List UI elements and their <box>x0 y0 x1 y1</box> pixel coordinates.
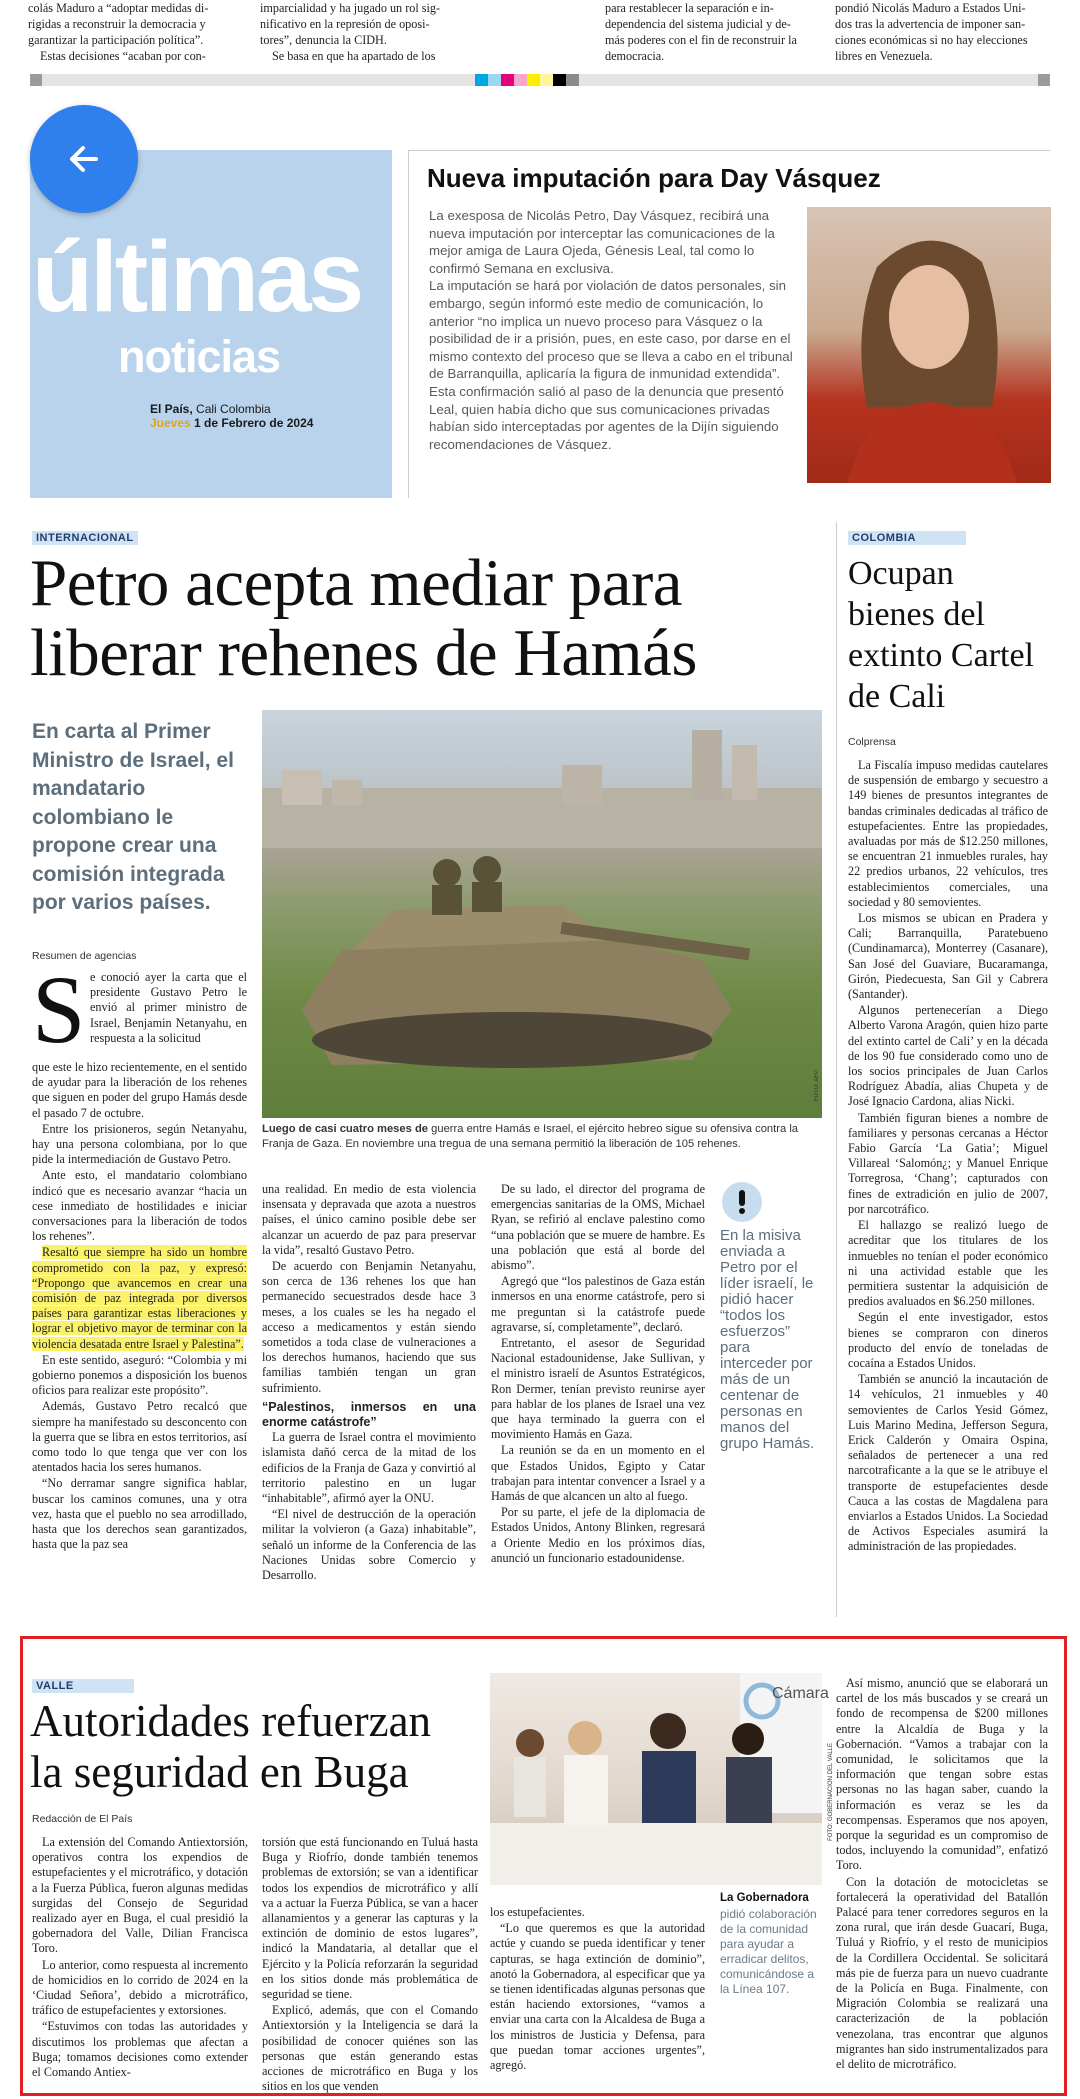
valle-body-col3: los estupefacientes. “Lo que queremos es que la autoridad actúe y cuando se pueda identificar y tener capturas, se haga extinción de dominio”, anotó la Gobernadora, al especificar que ya se tienen identificadas algunas personas que están haciendo extorsiones, “vamos a enviar una carta con la Alcaldesa de Buga a los ministros de Justicia y Defensa, para que puedan tomar acciones urgentes”, agregó. <box>490 1905 705 2073</box>
main-photo-credit: FOTO: AFP <box>814 1070 820 1102</box>
drop-cap-paragraph: S e conoció ayer la carta que el presidente Gustavo Petro le envió al primer ministro de Israel, Benjamin Netanyahu, en respuesta a la solicitud <box>32 956 247 1063</box>
registration-mark-right <box>1038 74 1050 86</box>
swatch-yellow <box>527 74 540 86</box>
brief-box <box>408 150 1050 498</box>
valle-photo-caption: La Gobernadora pidió colaboración de la comunidad para ayudar a erradicar delitos, comunicándose a la Línea 107. <box>720 1892 817 1996</box>
swatch-black <box>553 74 566 86</box>
side-note <box>720 1182 820 1452</box>
brand-noticias: noticias <box>118 331 281 382</box>
highlighted-quote: Resaltó que siempre ha sido un hombre comprometido con la paz, y expresó: “Propongo que avancemos en crear una comisión de paz integrada por diversos países para garantizar estas liberaciones y lograr el objetivo mayor de terminar con la violencia desatada entre Israel y Palestina”. <box>32 1245 247 1351</box>
valle-photo-banner: Cámara <box>772 1685 829 1702</box>
top-column-3: para restablecer la separación e in- dependencia del sistema judicial y de- más poderes con el fin de reconstruir la democracia. <box>605 1 797 63</box>
meeting-illustration <box>490 1673 822 1885</box>
tank-illustration <box>262 710 822 1118</box>
side-note-text: En la misiva enviada a Petro por el líder israelí, le pidió hacer “todos los esfuerzos” para interceder por más de un centenar de personas en manos del grupo Hamás. <box>720 1227 815 1452</box>
exclamation-icon <box>722 1182 762 1222</box>
color-swatches <box>475 74 579 86</box>
swatch-pink <box>514 74 527 86</box>
valle-body-col2: torsión que está funcionando en Tuluá hasta Buga y Riofrío, donde también tenemos problemas de extorsión; se van a identificar todos los expendios de microtráfico y allí va a actuar la Fuerza Pública, se van a hacer allanamientos y a generar las capturas y la extinción de dominio de estos lugares”, indicó la Mandataria, al detallar que el Ejército y la Policía reforzarán la seguridad en los sitios donde más problemática de seguridad se tiene. Explicó, además, que con el Comando Antiextorsión y la Inteligencia se dará la posibilidad de conocer quiénes son las personas que están generando estas acciones de microtráfico en Buga y los sitios en los que venden <box>262 1835 478 2094</box>
top-column-1: colás Maduro a “adoptar medidas di- rigidas a reconstruir la democracia y garantizar la participación política”. Estas decisiones “acaban por con- <box>28 1 209 63</box>
main-subhead: “Palestinos, inmersos en una enorme catástrofe” <box>262 1399 476 1430</box>
valle-body-col5: Así mismo, anunció que se elaborará un cartel de los más buscados y se creará un fondo de recompensa de $200 millones entre la Alcaldía de Buga y la Gobernación. “Vamos a trabajar con la comunidad, le solicitamos que la información que tengan sobre estas personas no las hagan saber, cuando la información es veraz se les da recompensas. Esperamos que nos apoyen, porque la seguridad es un compromiso de todos, incluyendo la comunidad”, enfatizó Toro. Con la dotación de motocicletas se fortalecerá la operatividad del Batallón Palacé para tener corredores seguros en la zona rural, que irán desde Guacarí, Buga, Tuluá y Riofrío, y el resto de municipios de la Cordillera Occidental. Se solicitará más pie de fuerza para un nuevo cuadrante de la Policía en Buga. Finalmente, con Migración Colombia se realizará una caracterización de la población venezolana, tras encontrar que algunos migrantes han sido instrumentalizados para el delito de microtráfico. <box>836 1676 1048 2072</box>
main-headline: Petro acepta mediar para liberar rehenes de Hamás <box>30 546 697 690</box>
swatch-paleyellow <box>540 74 553 86</box>
main-body-col3: De su lado, el director del programa de emergencias sanitarias de la OMS, Michael Ryan, se refirió al enclave palestino como “una población que se muere de hambre. Es una población que está al borde del abismo”. Agregó que “los palestinos de Gaza están inmersos en una enorme catástrofe, pero si me preguntan si la catástrofe puede agravarse, sí, completamente”, declaró. Entretanto, el asesor de Seguridad Nacional estadounidense, Jake Sullivan, y el ministro israelí de Asuntos Estratégicos, Ron Dermer, tenían previsto reunirse ayer para hablar de los planes de Israel una vez que haya terminado la guerra con el movimiento Hamás en Gaza. La reunión se da en un momento en el que Estados Unidos, Egipto y Catar trabajan para intentar convencer a Israel y a Hamás de que alcancen un alto al fuego. Por su parte, el jefe de la diplomacia de Estados Unidos, Antony Blinken, regresará a Oriente Medio en los próximos días, anunció un funcionario estadounidense. <box>491 1182 705 1565</box>
colombia-byline: Colprensa <box>848 736 896 748</box>
brand-ultimas: últimas <box>32 221 362 333</box>
main-body-col1: S e conoció ayer la carta que el presidente Gustavo Petro le envió al primer ministro de Israel, Benjamin Netanyahu, en respuesta a la solicitud que este le hizo recientemente, en el sentido de ayudar para la liberación de los rehenes que siguen en poder del grupo Hamás desde el pasado 7 de octubre. Entre los prisioneros, según Netanyahu, hay una persona colombiana, por lo que pide la intermediación de Gustavo Petro. Ante esto, el mandatario colombiano indicó que es necesario avanzar “hacia un cese inmediato de hostilidades e iniciar conversaciones para la liberación de todos los rehenes”. Resaltó que siempre ha sido un hombre comprometido con la paz, y expresó: “Propongo que avancemos en crear una comisión de paz integrada por diversos países para garantizar estas liberaciones y lograr el objetivo mayor de terminar con la violencia desatada entre Israel y Palestina”. En este sentido, aseguró: “Colombia y mi gobierno ponemos a disposición los buenos oficios para realizar este propósito”. Además, Gustavo Petro recalcó que siempre ha manifestado su desconcento con la guerra que se libra en estos territorios, así como todo lo que tenga que ver con los atentados hacia los seres humanos. “No derramar sangre significa hablar, buscar los caminos comunes, una y otra vez, hasta que el pueblo no sea arrodillado, hasta que los derechos sean garantizados, hasta que la paz sea <box>32 956 247 1552</box>
swatch-cyan <box>475 74 488 86</box>
valle-photo <box>490 1673 834 1885</box>
brief-body: La exesposa de Nicolás Petro, Day Vásquez, recibirá una nueva imputación por interceptar las comunicaciones de la mejor amiga de Laura Ojeda, Génesis Leal, tal como lo confirmó Semana en exclusiva. La imputación se hará por violación de datos personales, sin embargo, según informó este medio de comunicación, lo anterior “no implica un nuevo proceso para Vásquez o la posibilidad de ir a prisión, pues, en este caso, por darse en el mismo contexto del proceso que se lleva a cabo en el tribunal de Barranquilla, aplicaría la figura de inmunidad extendida”. Esta confirmación salió al paso de la denuncia que presentó Leal, quien había dicho que sus comunicaciones privadas habían sido interceptadas por agentes de la Dijín siguiendo recomendaciones de Vásquez. <box>429 208 793 452</box>
top-column-2: imparcialidad y ha jugado un rol sig- nificativo en la represión de oposi- tores”, denuncia la CIDH. Se basa en que ha apartado de los <box>260 1 441 63</box>
swatch-gray <box>566 74 579 86</box>
arrow-left-icon <box>30 105 138 213</box>
main-body-col2: una realidad. En medio de esta violencia insensata y depravada que azota a nuestros países, el único camino posible debe ser alcanzar un acuerdo de paz para preservar la vida”, resaltó Gustavo Petro. De acuerdo con Benjamin Netanyahu, son cerca de 136 rehenes los que han permanecido secuestrados desde hace 3 meses, a los cuales se les ha negado el acceso a medicamentos y están siendo sometidos a toda clase de vulneraciones a los derechos humanos, haciendo que sus familias también tengan un gran sufrimiento. “Palestinos, inmersos en una enorme catástrofe” La guerra de Israel contra el movimiento islamista dañó cerca de la mitad de los edificios de la Franja de Gaza y convirtió al territorio palestino en un lugar “inhabitable”, afirmó ayer la ONU. “El nivel de destrucción de la operación militar la volvieron (a Gaza) inhabitable”, señaló un informe de la Conferencia de las Naciones Unidas sobre Comercio y Desarrollo. <box>262 1182 476 1583</box>
swatch-lightcyan <box>488 74 501 86</box>
valle-photo-credit: FOTO: GOBERNACIÓN DEL VALLE <box>828 1743 834 1841</box>
valle-headline: Autoridades refuerzan la seguridad en Buga <box>30 1696 432 1797</box>
back-button[interactable] <box>30 105 138 213</box>
main-section-label: INTERNACIONAL <box>32 528 138 546</box>
swatch-magenta <box>501 74 514 86</box>
column-rule <box>836 522 837 1617</box>
valle-section-label: VALLE <box>32 1676 134 1694</box>
masthead-dateline: El País, Cali Colombia Jueves 1 de Febrero de 2024 <box>150 402 314 430</box>
brief-title: Nueva imputación para Day Vásquez <box>427 163 881 193</box>
main-deck: En carta al Primer Ministro de Israel, el mandatario colombiano le propone crear una comisión integrada por varios países. <box>32 720 234 914</box>
valle-body-col1: La extensión del Comando Antiextorsión, operativos contra los expendios de estupefacientes y el microtráfico, y dotación a la Fuerza Pública, fueron algunas medidas surgidas del Consejo de Seguridad realizado ayer en Buga, el cual presidió la gobernadora del Valle, Dilian Francisca Toro. Lo anterior, como respuesta al incremento de homicidios en lo corrido de 2024 en la ‘Ciudad Señora’, debido a microtráfico, tráfico de estupefacientes y extorsiones. “Estuvimos con todas las autoridades y discutimos los problemas que afectan a Buga; tomamos decisiones como extender el Comando Antiex- <box>32 1835 248 2080</box>
colombia-body: La Fiscalía impuso medidas cautelares de suspensión de embargo y secuestro a 149 bienes de presuntos integrantes de bandas criminales dedicadas al tráfico de estupefacientes. Entre las propiedades, avaluadas por más de $12.250 millones, se encuentran 21 inmuebles rurales, hay 22 predios urbanos, 22 vehículos, tres establecimientos comerciales, una sociedad y 80 semovientes. Los mismos se ubican en Pradera y Cali; Barranquilla, Paratebueno (Cundinamarca), Monterrey (Casanare), San José del Guaviare, Bucaramanga, Girón, Piedecuesta, San Gil y Cabrera (Santander). Algunos pertenecerían a Diego Alberto Varona Aragón, quien hizo parte del extinto cartel de Cali’ y en la década de los 90 fue considerado como uno de los socios principales de Juan Carlos Rodríguez Abadía, alias Chupeta y de José Ignacio Cardona, alias Nicki. También figuran bienes a nombre de familiares y personas cercanas a Héctor Fabio García ‘La Gatia’; Miguel Villareal ‘Salomón¿; y Manuel Enrique Torregrosa, ‘Chang’; capturados con fines de extradición en julio de 2007, por narcotráfico. El hallazgo se realizó luego de acreditar que los titulares de los inmuebles no tenían el poder económico ni una actividad estable que les permitiera sustentar la adquisición de predios avaluados en $6.250 millones. Según el ente investigador, estos bienes se compraron con dineros producto del envío de toneladas de cocaína a Estados Unidos. También se anunció la incautación de 14 vehículos, 21 inmuebles y 40 semovientes de Carlos Yesid Gómez, Luis Marino Medina, Jefferson Segura, Erick Calderón y Omaira Ospina, señalados de pertenecer a una red narcotraficante a la que se le atribuye el transporte de estupefacientes desde Cauca a las costas de Magdalena para enviarlos a Estados Unidos. La Sociedad de Activos Especiales asumirá la administración de las propiedades. <box>848 758 1048 1554</box>
registration-mark-left <box>30 74 42 86</box>
valle-byline: Redacción de El País <box>32 1813 133 1825</box>
colombia-section-label: COLOMBIA <box>848 528 966 546</box>
colombia-headline: Ocupan bienes del extinto Cartel de Cali <box>848 555 1035 715</box>
portrait-photo <box>807 207 1051 483</box>
main-byline: Resumen de agencias <box>32 950 137 962</box>
main-photo-caption: Luego de casi cuatro meses de guerra entre Hamás e Israel, el ejército hebreo sigue su ofensiva contra la Franja de Gaza. En noviembre una tregua de una semana permitió la liberación de 105 rehenes. <box>262 1123 799 1150</box>
drop-cap: S <box>32 956 86 1063</box>
portrait-figure <box>807 207 1051 483</box>
top-column-4: pondió Nicolás Maduro a Estados Uni- dos tras la advertencia de imponer san- ciones económicas si no hay elecciones libres en Venezuela. <box>835 1 1028 63</box>
main-photo <box>262 710 822 1118</box>
